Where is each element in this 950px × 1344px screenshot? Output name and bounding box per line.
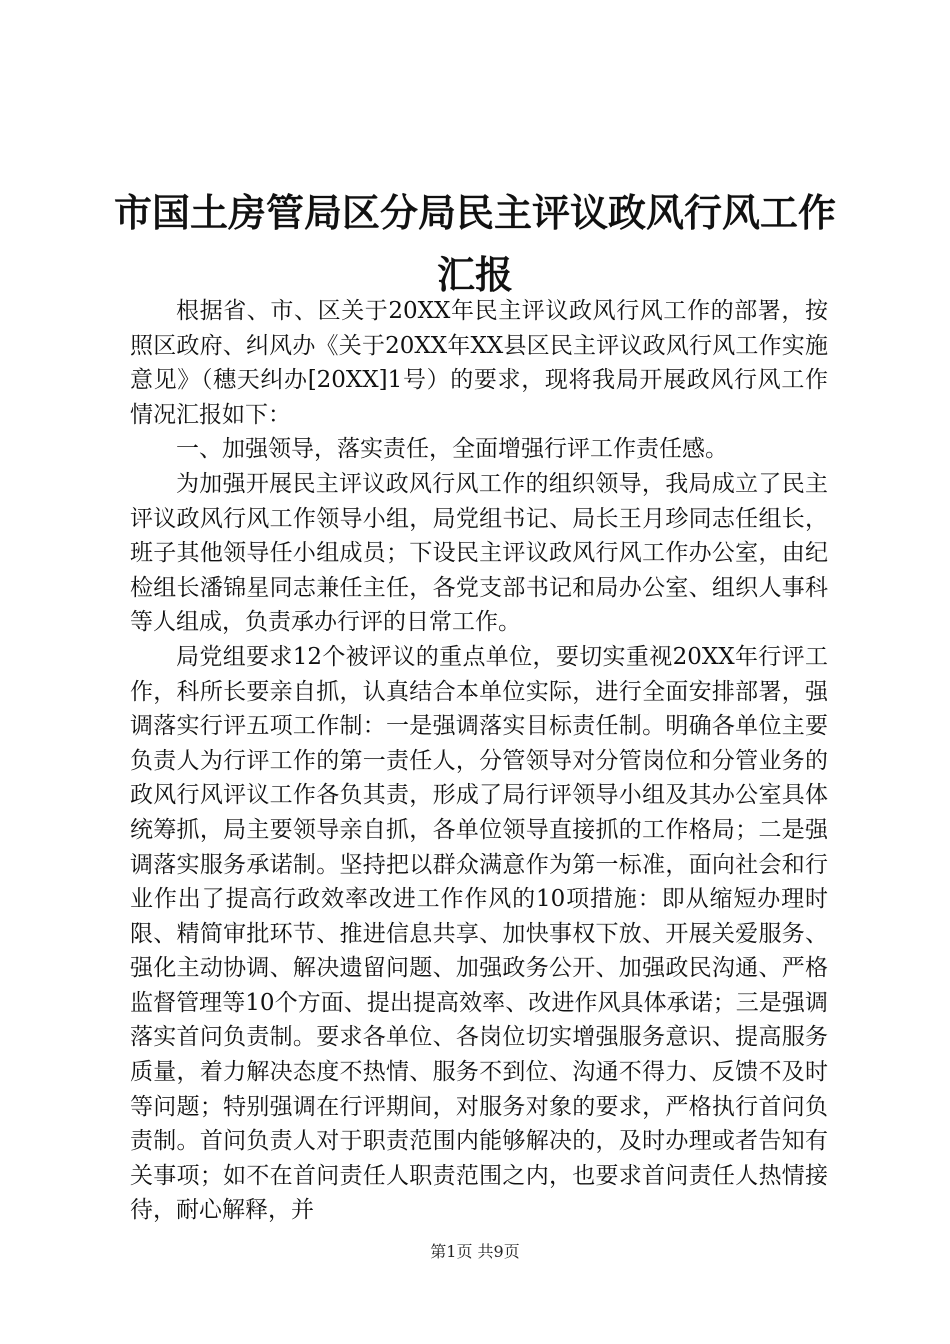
paragraph-requirements: 局党组要求12个被评议的重点单位，要切实重视20XX年行评工作，科所长要亲自抓，认真结合本单位实际，进行全面安排部署，强调落实行评五项工作制：一是强调落实目标责任制。明确各单位主要负责人为行评工作的第一责任人，分管领导对分管岗位和分管业务的政风行风评议工作各负其责，形成了局行评领导小组及其办公室具体统筹抓，局主要领导亲自抓，各单位领导直接抓的工作格局；二是强调落实服务承诺制。坚持把以群众满意作为第一标准，面向社会和行业作出了提高行政效率改进工作作风的10项措施：即从缩短办理时限、精简审批环节、推进信息共享、加快事权下放、开展关爱服务、强化主动协调、解决遗留问题、加强政务公开、加强政民沟通、严格监督管理等10个方面、提出提高效率、改进作风具体承诺；三是强调落实首问负责制。要求各单位、各岗位切实增强服务意识、提高服务质量，着力解决态度不热情、服务不到位、沟通不得力、反馈不及时等问题；特别强调在行评期间，对服务对象的要求，严格执行首问负责制。首问负责人对于职责范围内能够解决的，及时办理或者告知有关事项；如不在首问责任人职责范围之内，也要求首问责任人热情接待，耐心解释，并 xyxy=(130,643,828,1224)
paragraph-organization: 为加强开展民主评议政风行风工作的组织领导，我局成立了民主评议政风行风工作领导小组，局党组书记、局长王月珍同志任组长，班子其他领导任小组成员；下设民主评议政风行风工作办公室，由纪检组长潘锦星同志兼任主任，各党支部书记和局办公室、组织人事科等人组成，负责承办行评的日常工作。 xyxy=(130,470,828,636)
paragraph-intro: 根据省、市、区关于20XX年民主评议政风行风工作的部署，按照区政府、纠风办《关于20XX年XX县区民主评议政风行风工作实施意见》（穗天纠办[20XX]1号）的要求，现将我局开展政风行风工作情况汇报如下： xyxy=(130,298,828,428)
document-title: 市国土房管局区分局民主评议政风行风工作汇报 xyxy=(113,190,836,297)
page-footer: 第1页 共9页 xyxy=(430,1242,520,1261)
paragraph-section-heading: 一、加强领导，落实责任，全面增强行评工作责任感。 xyxy=(176,436,728,463)
document-body xyxy=(130,294,828,1228)
